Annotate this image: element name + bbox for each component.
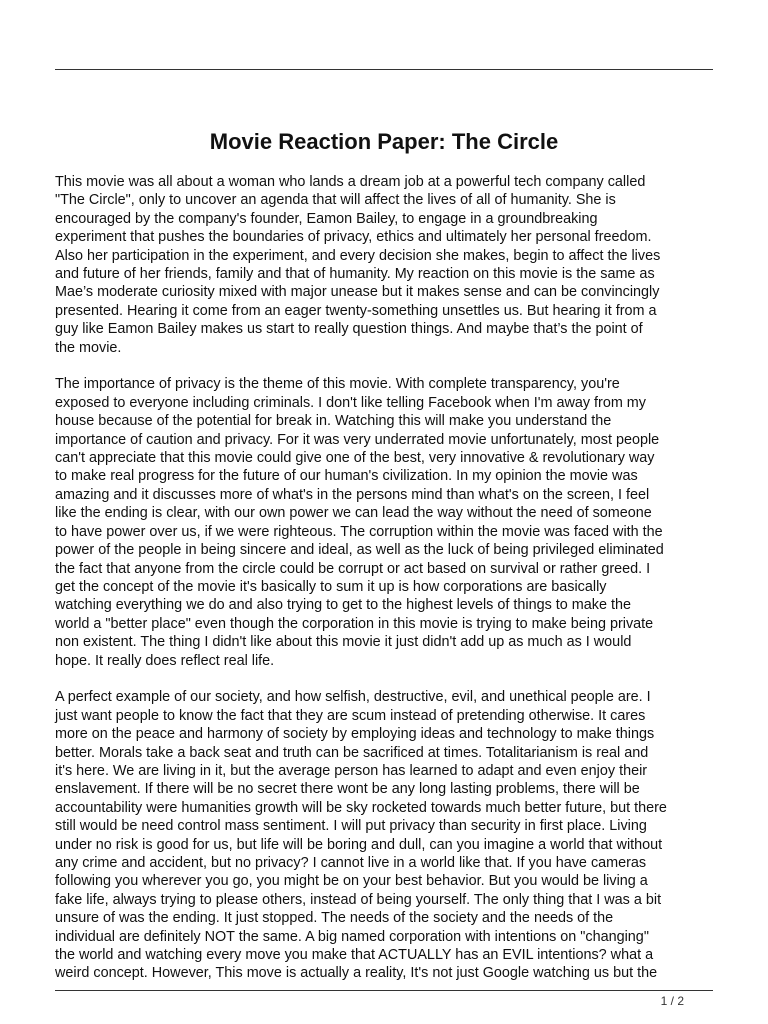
page-number: 1 / 2 [660, 994, 684, 1008]
text-line: still would be need control mass sentiment. I will put privacy than security in first place. Living [55, 818, 647, 835]
text-line: experiment that pushes the boundaries of privacy, ethics and ultimately her personal freedom. [55, 229, 652, 246]
text-line: watching everything we do and also trying to get to the highest levels of things to make the [55, 597, 631, 614]
text-line: the movie. [55, 339, 122, 356]
text-line: any crime and accident, but no privacy? I cannot live in a world like that. If you have cameras [55, 855, 647, 871]
text-line: exposed to everyone including criminals. I don't like telling Facebook when I'm away from my [55, 394, 646, 411]
text-line: hope. It really does reflect real life. [55, 652, 275, 669]
text-line: can't appreciate that this movie could give one of the best, very innovative & revolutionary way [55, 450, 655, 467]
paragraph [55, 173, 711, 357]
header-rule [55, 69, 713, 70]
text-line: This movie was all about a woman who lands a dream job at a powerful tech company called [55, 174, 646, 190]
document-title: Movie Reaction Paper: The Circle [209, 129, 559, 154]
footer-rule [55, 990, 713, 991]
text-line: house because of the potential for break in. Watching this will make you understand the [55, 413, 612, 430]
text-line: better. Morals take a back seat and truth can be sacrificed at times. Totalitarianism is real and [55, 744, 649, 761]
text-line: unsure of was the ending. It just stopped. The needs of the society and the needs of the [55, 910, 614, 927]
text-line: importance of caution and privacy. For it was very underrated movie unfortunately, most people [55, 431, 660, 448]
text-line: individual are definitely NOT the same. A big named corporation with intentions on "changing" [55, 928, 649, 945]
text-line: just want people to know the fact that they are scum instead of pretending otherwise. It cares [55, 707, 646, 724]
text-line: under no risk is good for us, but life will be boring and dull, can you imagine a world that without [55, 836, 663, 853]
text-line: guy like Eamon Bailey makes us start to really question things. And maybe that’s the point of [55, 321, 643, 338]
text-line: accountability were humanities growth will be sky rocketed towards much better future, but there [55, 799, 667, 816]
text-line: the fact that anyone from the circle could be corrupt or act based on survival or rather greed. I [55, 560, 651, 577]
text-line: Mae’s moderate curiosity mixed with major unease but it makes sense and can be convincingly [55, 284, 660, 301]
text-line: fake life, always trying to please others, instead of being yourself. The only thing that I was a bit [55, 891, 662, 908]
text-line: the world and watching every move you make that ACTUALLY has an EVIL intentions? what a [55, 947, 654, 964]
text-line: power of the people in being sincere and ideal, as well as the luck of being privileged eliminated [55, 542, 664, 559]
text-line: enslavement. If there will be no secret there wont be any long lasting problems, there will be [55, 781, 640, 798]
text-line: presented. Hearing it come from an eager twenty-something unsettles us. But hearing it from a [55, 302, 657, 319]
text-line: to make real progress for the future of our human's civilization. In my opinion the movie was [55, 468, 638, 485]
text-line: The importance of privacy is the theme of this movie. With complete transparency, you're [55, 376, 620, 393]
text-line: world a "better place" even though the corporation in this movie is trying to make being private [55, 615, 654, 632]
text-line: more on the peace and harmony of society by employing ideas and technology to make things [55, 726, 655, 743]
text-line: encouraged by the company's founder, Eamon Bailey, to engage in a groundbreaking [55, 210, 598, 227]
text-line: like the ending is clear, with our own power we can lead the way without the need of someone [55, 505, 652, 522]
text-line: it's here. We are living in it, but the average person has learned to adapt and even enjoy their [55, 762, 648, 779]
document-body [55, 173, 711, 1001]
text-line: A perfect example of our society, and how selfish, destructive, evil, and unethical people are. I [55, 689, 651, 706]
text-line: amazing and it discusses more of what's in the persons mind than what's on the screen, I feel [55, 486, 650, 503]
text-line: weird concept. However, This move is actually a reality, It's not just Google watching us but the [55, 965, 658, 982]
paragraph [55, 375, 711, 670]
text-line: and future of her friends, family and that of humanity. My reaction on this movie is the same as [55, 266, 655, 283]
text-line: following you wherever you go, you might be on your best behavior. But you would be living a [55, 873, 648, 890]
text-line: get the concept of the movie it's basically to sum it up is how corporations are basically [55, 578, 607, 595]
text-line: "The Circle", only to uncover an agenda that will affect the lives of all of humanity. She is [55, 192, 616, 209]
text-line: to have power over us, if we were righteous. The corruption within the movie was faced with the [55, 523, 663, 540]
paragraph [55, 688, 711, 983]
text-line: non existent. The thing I didn't like about this movie it just didn't add up as much as I would [55, 634, 632, 651]
text-line: Also her participation in the experiment, and every decision she makes, begin to affect the lives [55, 247, 661, 264]
